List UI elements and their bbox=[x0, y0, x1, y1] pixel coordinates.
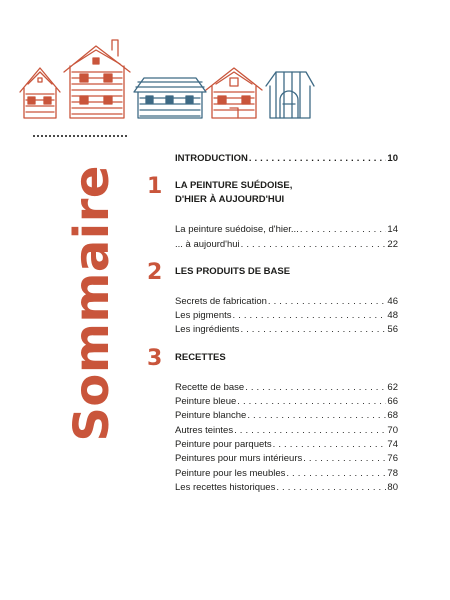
dot-leader bbox=[300, 223, 387, 237]
toc-entry[interactable] bbox=[175, 223, 398, 237]
dot-leader bbox=[240, 323, 386, 337]
toc-entry[interactable] bbox=[175, 409, 398, 423]
section-entries bbox=[175, 381, 398, 495]
toc-entry-page: 46 bbox=[387, 295, 398, 307]
toc-entry-label: Les pigments bbox=[175, 310, 232, 322]
toc-entry-page: 62 bbox=[387, 381, 398, 393]
toc-entry-page: 66 bbox=[387, 396, 398, 408]
toc-section-1 bbox=[147, 174, 398, 252]
dot-leader bbox=[303, 452, 386, 466]
blue-house-long-icon bbox=[134, 78, 206, 118]
toc-entry-page: 14 bbox=[387, 224, 398, 236]
toc-section-2 bbox=[147, 259, 398, 338]
toc-entry-label: Secrets de fabrication bbox=[175, 295, 267, 307]
toc-section-3 bbox=[147, 345, 398, 495]
toc-entry[interactable] bbox=[175, 467, 398, 481]
toc-entry-introduction[interactable] bbox=[175, 152, 398, 166]
dot-leader bbox=[276, 481, 386, 495]
section-title-line: RECETTES bbox=[175, 351, 226, 363]
toc-entry[interactable] bbox=[175, 481, 398, 495]
table-of-contents bbox=[147, 152, 398, 495]
toc-entry-label: La peinture suédoise, d'hier... bbox=[175, 224, 299, 236]
dot-leader bbox=[247, 409, 386, 423]
dot-leader bbox=[273, 438, 387, 452]
toc-entry-label: Peinture pour les meubles bbox=[175, 467, 286, 479]
section-title bbox=[175, 265, 398, 279]
toc-entry-label: Peintures pour murs intérieurs bbox=[175, 453, 303, 465]
dot-leader bbox=[245, 381, 386, 395]
toc-entry-page: 76 bbox=[387, 453, 398, 465]
toc-entry[interactable] bbox=[175, 309, 398, 323]
dot-leader bbox=[237, 395, 386, 409]
toc-entry[interactable] bbox=[175, 238, 398, 252]
section-number: 2 bbox=[147, 259, 163, 285]
toc-entry[interactable] bbox=[175, 381, 398, 395]
toc-entry-label: Peinture bleue bbox=[175, 396, 237, 408]
section-title-line: D'HIER À AUJOURD'HUI bbox=[175, 194, 285, 206]
toc-entry-page: 10 bbox=[387, 153, 398, 164]
toc-entry-label: Autres teintes bbox=[175, 424, 234, 436]
dot-leader bbox=[233, 309, 387, 323]
red-house-large-icon bbox=[64, 40, 130, 118]
toc-entry-page: 68 bbox=[387, 410, 398, 422]
toc-entry[interactable] bbox=[175, 395, 398, 409]
section-number: 3 bbox=[147, 345, 163, 371]
toc-entry-label: Peinture pour parquets bbox=[175, 438, 272, 450]
toc-entry[interactable] bbox=[175, 452, 398, 466]
toc-entry-page: 56 bbox=[387, 324, 398, 336]
toc-entry[interactable] bbox=[175, 424, 398, 438]
toc-entry-page: 80 bbox=[387, 481, 398, 493]
page-title: Sommaire bbox=[64, 165, 120, 442]
toc-entry-page: 22 bbox=[387, 238, 398, 250]
toc-entry[interactable] bbox=[175, 295, 398, 309]
toc-entry-page: 48 bbox=[387, 310, 398, 322]
toc-entry[interactable] bbox=[175, 438, 398, 452]
toc-entry-label: INTRODUCTION bbox=[175, 153, 248, 164]
section-title-line: LA PEINTURE SUÉDOISE, bbox=[175, 180, 293, 192]
toc-entry-label: Recette de base bbox=[175, 381, 245, 393]
red-house-small-icon bbox=[20, 68, 60, 118]
section-number: 1 bbox=[147, 174, 163, 200]
section-entries bbox=[175, 295, 398, 338]
houses-illustration bbox=[0, 0, 450, 125]
dotted-rule bbox=[32, 135, 128, 137]
dot-leader bbox=[268, 295, 387, 309]
toc-entry-page: 78 bbox=[387, 467, 398, 479]
blue-barn-icon bbox=[266, 72, 314, 118]
section-title-line: LES PRODUITS DE BASE bbox=[175, 265, 291, 277]
dot-leader bbox=[241, 238, 387, 252]
toc-entry-page: 74 bbox=[387, 438, 398, 450]
toc-entry-label: ... à aujourd'hui bbox=[175, 238, 240, 250]
section-title bbox=[175, 351, 398, 365]
dot-leader bbox=[249, 152, 387, 166]
toc-entry-label: Les recettes historiques bbox=[175, 481, 276, 493]
toc-entry-label: Les ingrédients bbox=[175, 324, 240, 336]
toc-entry[interactable] bbox=[175, 323, 398, 337]
dot-leader bbox=[234, 424, 386, 438]
dot-leader bbox=[286, 467, 386, 481]
toc-entry-label: Peinture blanche bbox=[175, 410, 247, 422]
section-title bbox=[175, 179, 398, 207]
red-house-gable-icon bbox=[206, 68, 262, 118]
section-entries bbox=[175, 223, 398, 252]
toc-entry-page: 70 bbox=[387, 424, 398, 436]
